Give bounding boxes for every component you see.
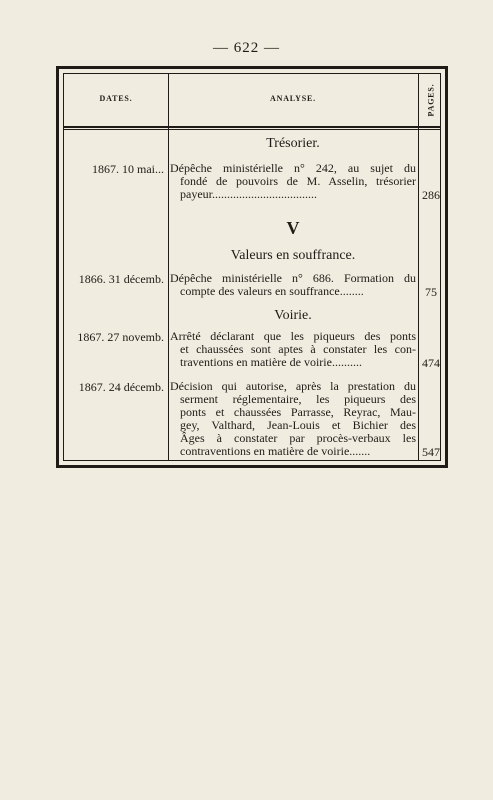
- entry-page: 75: [425, 285, 437, 299]
- entry-analysis: [170, 272, 416, 298]
- entry-analysis: [170, 380, 416, 458]
- entry-page: 547: [422, 445, 440, 459]
- header-rule: [64, 126, 440, 128]
- entry-line: payeur...................................: [180, 187, 317, 201]
- entry-date: 1866. 31 décemb.: [78, 272, 164, 286]
- entry-line: traventions en matière de voirie..........: [180, 355, 362, 369]
- header-pages: [418, 74, 444, 126]
- entry-page: 286: [422, 188, 440, 202]
- entry-analysis: [170, 330, 416, 369]
- entry-page: 474: [422, 356, 440, 370]
- entry-line: Dépêche ministérielle n° 686. Formation du: [170, 271, 416, 285]
- entry-line: Arrêté déclarant que les piqueurs des ponts: [170, 329, 416, 343]
- entry-line: fondé de pouvoirs de M. Asselin, trésorier: [180, 174, 416, 188]
- entry-date: 1867. 24 décemb.: [78, 380, 164, 394]
- entry-line: compte des valeurs en souffrance........: [180, 284, 364, 298]
- header-rule-secondary: [64, 129, 440, 130]
- section-heading-valeurs: Valeurs en souffrance.: [230, 248, 356, 263]
- section-heading-tresorier: Trésorier.: [266, 136, 320, 151]
- entry-analysis: [170, 162, 416, 201]
- entry-line: Âges à constater par procès-verbaux les: [180, 431, 416, 445]
- column-divider-dates: [168, 74, 169, 460]
- column-divider-pages: [418, 74, 419, 460]
- entry-line: ponts et chaussées Parrasse, Reyrac, Mau-: [180, 405, 416, 419]
- section-heading-voirie: Voirie.: [274, 308, 312, 323]
- entry-line: gey, Valthard, Jean-Louis et Bichier des: [180, 418, 416, 432]
- section-roman-numeral: V: [286, 218, 300, 238]
- table-frame: [56, 66, 448, 468]
- entry-line: Décision qui autorise, après la prestation du: [170, 379, 416, 393]
- entry-line: et chaussées sont aptes à constater les con-: [180, 342, 416, 356]
- entry-line: Dépêche ministérielle n° 242, au sujet du: [170, 161, 416, 175]
- entry-line: contraventions en matière de voirie.......: [180, 444, 371, 458]
- entry-date: 1867. 10 mai...: [92, 162, 164, 176]
- entry-date: 1867. 27 novemb.: [77, 330, 164, 344]
- header-pages-label: PAGES.: [426, 83, 436, 117]
- header-analyse: ANALYSE.: [270, 94, 316, 103]
- entry-line: serment réglementaire, les piqueurs des: [180, 392, 416, 406]
- header-dates: DATES.: [99, 94, 133, 103]
- table-body: [63, 73, 441, 461]
- page-number: — 622 —: [213, 40, 280, 56]
